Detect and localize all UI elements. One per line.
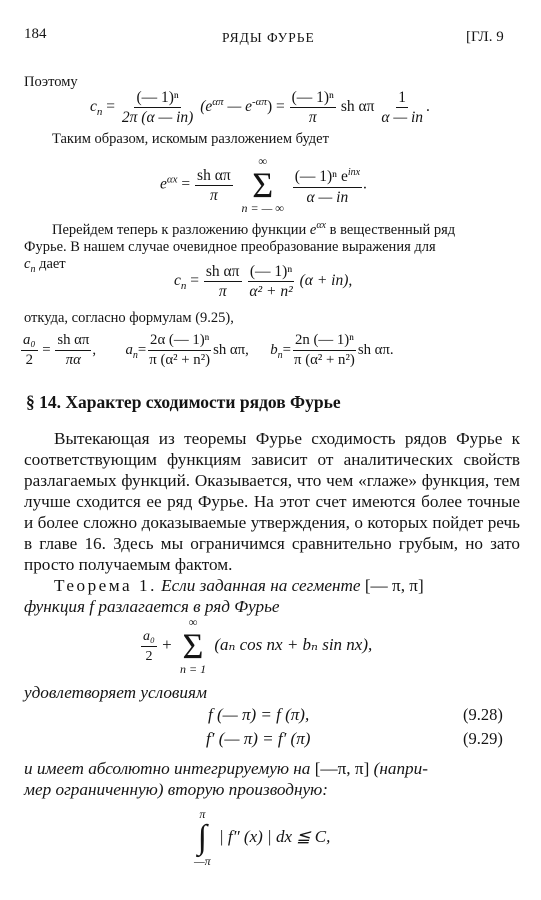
- theorem-interval: [— π, π]: [364, 576, 424, 595]
- eq2-equals: =: [181, 175, 191, 193]
- eq2-lhs-exp: αx: [166, 173, 178, 186]
- eq2-sum-symbol: Σ: [252, 165, 274, 205]
- p3-exp: αx: [316, 220, 326, 231]
- eq2-lhs: e: [160, 175, 167, 193]
- eq2-fraction-2: [293, 164, 362, 205]
- eq4-equals-3: =: [282, 341, 292, 358]
- eq3-lhs-sub: n: [180, 280, 187, 293]
- paragraph-poetomu: Поэтому: [24, 74, 78, 90]
- eq1-f1-num: (— 1)ⁿ: [136, 89, 179, 106]
- page-number: 184: [24, 26, 47, 42]
- eq3-lhs: c: [174, 272, 181, 290]
- p7-line2: мер ограниченную) вторую производную:: [24, 780, 328, 799]
- eq1-f2-num: (— 1)ⁿ: [291, 89, 334, 106]
- eq3-fraction-2: [247, 263, 294, 300]
- eq4-fraction-2: [147, 332, 212, 369]
- eq1-exp1: απ: [212, 95, 224, 108]
- running-title: РЯДЫ ФУРЬЕ: [222, 30, 315, 45]
- eq3-tail: (α + in),: [299, 272, 353, 290]
- equation-cn-real: [174, 263, 352, 300]
- eq4-a0-num: a₀: [21, 332, 38, 351]
- equation-cn: [90, 89, 430, 126]
- eq4-f3-den: π (α² + n²): [294, 352, 355, 368]
- equation-exp-series: [160, 155, 367, 215]
- eq1-equals-2: =: [275, 98, 285, 116]
- paragraph-absolutely: [24, 758, 524, 800]
- eq1-fraction-1: [120, 89, 195, 126]
- eq2-f1-den: π: [209, 186, 218, 204]
- eq3-f1-den: π: [218, 283, 227, 300]
- eq3-f2-den: α² + n²: [249, 283, 293, 300]
- eq8-body: | f″ (x) | dx ≦ C,: [218, 826, 331, 846]
- eq4-f2-den: π (α² + n²): [149, 352, 211, 368]
- eq4-a0-fraction: [21, 332, 38, 369]
- eq2-fraction-1: [195, 167, 233, 204]
- eq2-sum-top: ∞: [258, 154, 267, 168]
- eq3-fraction-1: [204, 263, 242, 300]
- eq2-dot: .: [363, 175, 367, 193]
- theorem-statement: [24, 575, 520, 617]
- eq1-f2-den: π: [308, 109, 317, 126]
- eq4-an: a: [125, 341, 133, 358]
- eq4-f3-num: 2n (— 1)ⁿ: [293, 332, 356, 351]
- eq5-sum-bottom: n = 1: [179, 662, 207, 676]
- eq4-an-sub: n: [132, 349, 138, 361]
- eq4-sh2: sh απ,: [213, 341, 249, 358]
- chapter-label: [ГЛ. 9: [466, 29, 504, 45]
- eq8-bottom: —π: [194, 854, 211, 868]
- eq1-fraction-3: [379, 89, 425, 126]
- eq4-bn-sub: n: [277, 349, 283, 361]
- equation-929: f′ (— π) = f′ (π): [206, 729, 311, 748]
- eq4-fraction-3: [292, 332, 357, 369]
- eq1-f1-den: 2π (α — in): [121, 109, 194, 126]
- eq5-plus: +: [162, 634, 172, 654]
- equation-number-928: (9.28): [463, 705, 503, 724]
- theorem-label: Теорема 1.: [54, 576, 157, 595]
- section-title: § 14. Характер сходимости рядов Фурье: [26, 392, 341, 412]
- eq4-bn: b: [270, 341, 278, 358]
- p3-sub: n: [30, 263, 36, 275]
- eq3-f2-num: (— 1)ⁿ: [249, 263, 293, 280]
- eq8-top: π: [199, 807, 206, 821]
- eq1-f3-num: 1: [398, 89, 407, 106]
- eq2-f2-num: (— 1)ⁿ e: [294, 168, 348, 186]
- eq4-f2-num: 2α (— 1)ⁿ: [148, 332, 211, 351]
- eq1-sh: sh απ: [340, 98, 375, 116]
- p3-line1a: Перейдем теперь к разложению функции: [52, 221, 310, 238]
- eq4-sh3: sh απ.: [357, 341, 394, 358]
- paragraph-main: Вытекающая из теоремы Фурье сходимость рядов Фурье к соответствующим функциям зависит от аналитических свойств разлагаемых функций. Оказывается, что чем «глаже» функция, тем лучше сходится ее ряд Фурье. На этот счет имеются более точные и более сложно доказываемые утверждения, о которых пойдет речь в главе 16. Здесь мы ограничимся сравнительно грубым, но зато просто получаемым фактом.: [24, 429, 520, 574]
- eq5-a0-den: 2: [145, 648, 153, 664]
- equation-number-929: (9.29): [463, 729, 503, 748]
- eq1-paren: (e: [200, 98, 213, 116]
- eq4-equals: =: [42, 341, 51, 358]
- p3-line3b: дает: [35, 255, 66, 272]
- eq1-lhs: c: [90, 98, 97, 116]
- eq5-sum: [180, 616, 206, 676]
- eq8-symbol: ∫: [197, 819, 207, 856]
- equation-integral: [190, 808, 330, 868]
- eq1-dot: .: [426, 98, 430, 116]
- eq2-sum: [242, 155, 284, 215]
- equation-928: f (— π) = f (π),: [208, 705, 310, 724]
- paragraph-otkuda: откуда, согласно формулам (9.25),: [24, 310, 234, 326]
- eq1-equals: =: [106, 98, 116, 116]
- paragraph-takim-obrazom: Таким образом, искомым разложением будет: [52, 131, 329, 147]
- eq5-body: (aₙ cos nx + bₙ sin nx),: [214, 634, 373, 654]
- p7-line1a: и имеет абсолютно интегрируемую на: [24, 759, 315, 778]
- p7-line1b: (напри-: [369, 759, 428, 778]
- eq4-f1-den: πα: [65, 352, 81, 368]
- eq2-f2-den: α — in: [306, 188, 349, 206]
- p3-e: e: [309, 221, 317, 238]
- eq2-f2-num-exp: inx: [347, 167, 361, 179]
- eq2-sum-bottom: n = — ∞: [241, 201, 284, 215]
- eq4-f1-num: sh απ: [55, 332, 91, 351]
- eq3-equals: =: [190, 272, 200, 290]
- p3-line1b: в вещественный ряд: [326, 221, 456, 238]
- eq1-minus: — e: [223, 98, 252, 116]
- equation-fourier-series: [140, 616, 372, 676]
- eq1-exp2: -απ: [251, 95, 267, 108]
- p7-interval: [—π, π]: [314, 759, 370, 778]
- theorem-line2: функция f разлагается в ряд Фурье: [24, 597, 280, 616]
- eq5-a0-num: a₀: [141, 628, 157, 647]
- paragraph-conditions: удовлетворяет условиям: [24, 683, 207, 702]
- theorem-text1: Если заданная на сегменте: [156, 576, 365, 595]
- eq2-f1-num: sh απ: [197, 166, 231, 184]
- eq1-lhs-sub: n: [96, 106, 103, 119]
- eq5-sum-symbol: Σ: [182, 626, 204, 666]
- eq4-equals-2: =: [137, 341, 147, 358]
- eq4-fraction-1: [55, 332, 91, 369]
- eq5-sum-top: ∞: [188, 615, 198, 629]
- eq1-close: ): [266, 98, 273, 116]
- eq4-comma: ,: [92, 341, 97, 358]
- eq1-f3-den: α — in: [381, 109, 424, 126]
- eq8-integral: [194, 808, 211, 868]
- eq3-f1-num: sh απ: [205, 263, 240, 280]
- eq5-a0-fraction: [141, 628, 157, 665]
- eq1-fraction-2: [290, 89, 336, 126]
- eq4-a0-den: 2: [25, 352, 33, 368]
- equation-coefficients: [20, 332, 394, 369]
- p3-c: c: [24, 255, 31, 272]
- p3-line2: Фурье. В нашем случае очевидное преобразование выражения для: [24, 238, 436, 255]
